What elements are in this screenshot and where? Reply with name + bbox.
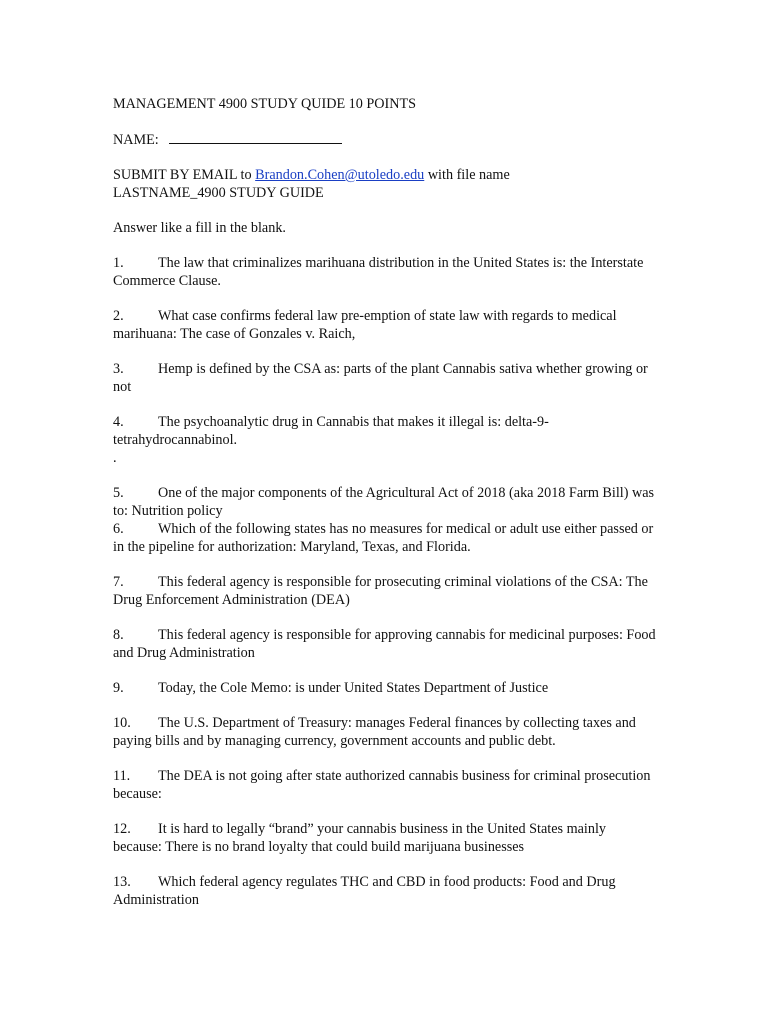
question-number: 13.: [113, 874, 131, 890]
question-text: The U.S. Department of Treasury: manages Federal finances by collecting taxes and paying bills and by managing currency, government accounts and public debt.: [113, 715, 636, 749]
question-2: [113, 307, 658, 343]
document-title: MANAGEMENT 4900 STUDY QUIDE 10 POINTS: [113, 96, 417, 112]
fill-instructions: Answer like a fill in the blank.: [113, 220, 286, 236]
name-label: NAME:: [113, 132, 159, 148]
question-text: Which federal agency regulates THC and CBD in food products: Food and Drug Administration: [113, 874, 616, 908]
name-blank-line[interactable]: [169, 130, 342, 144]
question-text: This federal agency is responsible for approving cannabis for medicinal purposes: Food and Drug Administration: [113, 627, 656, 661]
email-link[interactable]: Brandon.Cohen@utoledo.edu: [255, 167, 425, 183]
question-number: 9.: [113, 680, 124, 696]
question-text: Hemp is defined by the CSA as: parts of the plant Cannabis sativa whether growing or not: [113, 361, 648, 395]
stray-mark: .: [113, 450, 117, 466]
question-number: 7.: [113, 574, 124, 590]
question-10: [113, 714, 658, 750]
question-number: 12.: [113, 821, 131, 837]
question-7: [113, 573, 658, 609]
question-9: [113, 679, 658, 697]
question-1: [113, 254, 658, 290]
submit-prefix: SUBMIT BY EMAIL to: [113, 167, 252, 183]
question-number: 8.: [113, 627, 124, 643]
question-number: 1.: [113, 255, 124, 271]
question-number: 11.: [113, 768, 131, 784]
question-number: 3.: [113, 361, 124, 377]
question-text: Today, the Cole Memo: is under United States Department of Justice: [158, 680, 549, 696]
document-body: [113, 95, 658, 926]
question-text: One of the major components of the Agricultural Act of 2018 (aka 2018 Farm Bill) was to: Nutrition policy: [113, 485, 655, 519]
question-number: 4.: [113, 414, 124, 430]
question-text: Which of the following states has no measures for medical or adult use either passed or in the pipeline for authorization: Maryland, Texas, and Florida.: [113, 521, 654, 555]
question-13: [113, 873, 658, 909]
question-4: [113, 413, 658, 449]
question-number: 5.: [113, 485, 124, 501]
question-text: The law that criminalizes marihuana distribution in the United States is: the Interstate Commerce Clause.: [113, 255, 644, 289]
question-11: [113, 767, 658, 803]
question-6: [113, 520, 658, 556]
submit-suffix: with file name: [427, 167, 510, 183]
question-12: [113, 820, 658, 856]
question-text: The psychoanalytic drug in Cannabis that makes it illegal is: delta-9-tetrahydrocannabinol.: [113, 414, 549, 448]
question-number: 10.: [113, 715, 131, 731]
question-text: It is hard to legally “brand” your cannabis business in the United States mainly because: There is no brand loyalty that could build marijuana businesses: [113, 821, 606, 855]
question-text: This federal agency is responsible for prosecuting criminal violations of the CSA: The Drug Enforcement Administration (DEA): [113, 574, 648, 608]
question-8: [113, 626, 658, 662]
name-row: [113, 130, 658, 149]
submit-instructions: [113, 166, 658, 202]
question-number: 2.: [113, 308, 124, 324]
file-name: LASTNAME_4900 STUDY GUIDE: [113, 185, 324, 201]
question-5: [113, 484, 658, 520]
question-text: The DEA is not going after state authorized cannabis business for criminal prosecution because:: [113, 768, 651, 802]
question-text: What case confirms federal law pre-emption of state law with regards to medical marihuana: The case of Gonzales v. Raich,: [113, 308, 617, 342]
question-3: [113, 360, 658, 396]
question-number: 6.: [113, 521, 124, 537]
